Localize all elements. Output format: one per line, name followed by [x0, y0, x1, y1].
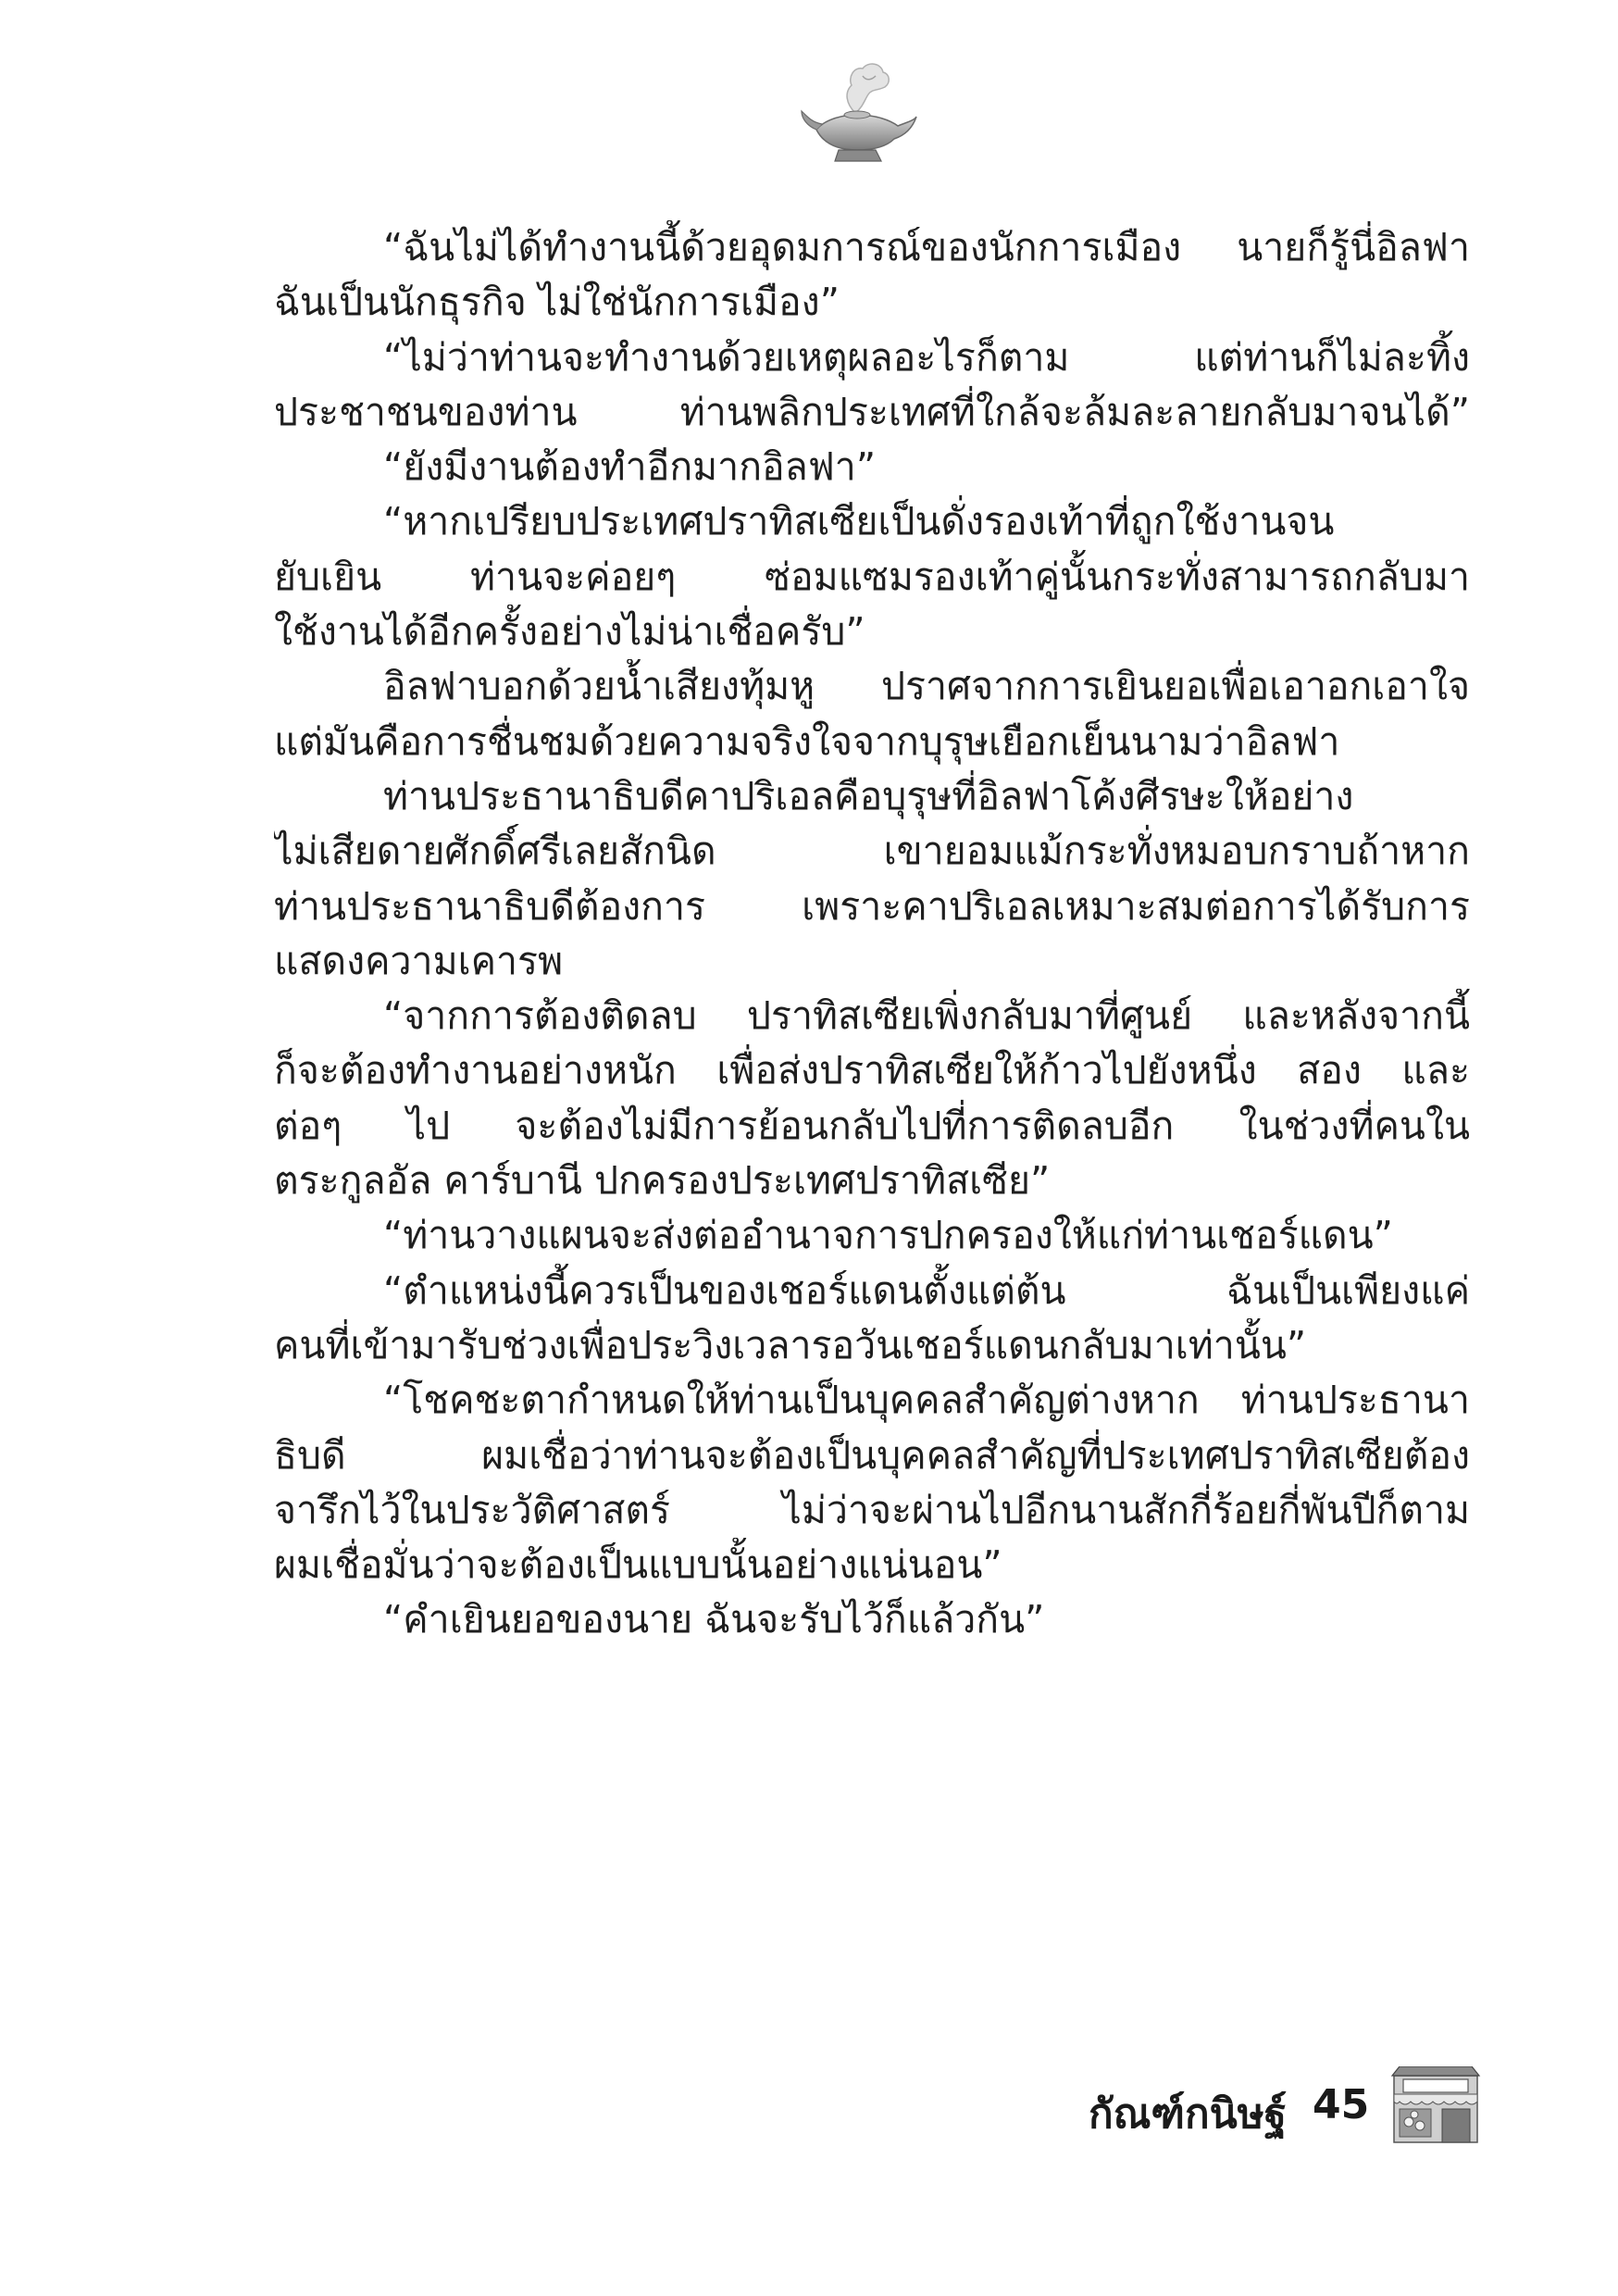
text-line: ท่านประธานาธิบดีต้องการ เพราะคาปริเอลเหมาะสมต่อการได้รับการ [274, 883, 1470, 929]
text-line: ต่อๆ ไป จะต้องไม่มีการย้อนกลับไปที่การติดลบอีก ในช่วงที่คนใน [274, 1103, 1470, 1148]
text-line: ใช้งานได้อีกครั้งอย่างไม่น่าเชื่อครับ” [274, 609, 865, 655]
text-line: ธิบดี ผมเชื่อว่าท่านจะต้องเป็นบุคคลสำคัญที่ประเทศปราทิสเซียต้อง [274, 1432, 1470, 1478]
text-line: ไม่เสียดายศักดิ์ศรีเลยสักนิด เขายอมแม้กระทั่งหมอบกราบถ้าหาก [274, 829, 1470, 874]
text-line: อิลฟาบอกด้วยน้ำเสียงทุ้มหู ปราศจากการเยินยอเพื่อเอาอกเอาใจ [383, 664, 1470, 709]
text-line: ท่านประธานาธิบดีคาปริเอลคือบุรุษที่อิลฟาโค้งศีรษะให้อย่าง [383, 773, 1354, 818]
footer-author: กัณฑ์กนิษฐ์ [1089, 2090, 1287, 2138]
text-line: แสดงความเคารพ [274, 938, 564, 983]
text-line: ตระกูลอัล คาร์บานี ปกครองประเทศปราทิสเซีย” [274, 1158, 1051, 1204]
text-line: “ฉันไม่ได้ทำงานนี้ด้วยอุดมการณ์ของนักการเมือง นายก็รู้นี่อิลฟา [383, 225, 1470, 269]
text-line: “ตำแหน่งนี้ควรเป็นของเชอร์แดนตั้งแต่ต้น ฉันเป็นเพียงแค่ [383, 1267, 1470, 1313]
genie-lamp-icon [798, 57, 918, 168]
text-line: “ไม่ว่าท่านจะทำงานด้วยเหตุผลอะไรก็ตาม แต่ท่านก็ไม่ละทิ้ง [383, 334, 1470, 380]
text-line: ยับเยิน ท่านจะค่อยๆ ซ่อมแซมรองเท้าคู่นั้นกระทั่งสามารถกลับมา [274, 554, 1470, 599]
body-text [274, 220, 1470, 1648]
text-line: “โชคชะตากำหนดให้ท่านเป็นบุคคลสำคัญต่างหาก ท่านประธานา [383, 1378, 1470, 1423]
flower-shop-icon [1390, 2066, 1481, 2144]
text-line: ก็จะต้องทำงานอย่างหนัก เพื่อส่งปราทิสเซียให้ก้าวไปยังหนึ่ง สอง และ [274, 1048, 1470, 1093]
text-line: “ยังมีงานต้องทำอีกมากอิลฟา” [383, 444, 877, 490]
page-number: 45 [1313, 2081, 1370, 2128]
text-line: ประชาชนของท่าน ท่านพลิกประเทศที่ใกล้จะล้มละลายกลับมาจนได้” [274, 389, 1470, 434]
text-line: “หากเปรียบประเทศปราทิสเซียเป็นดั่งรองเท้าที่ถูกใช้งานจน [383, 499, 1335, 544]
text-line: ฉันเป็นนักธุรกิจ ไม่ใช่นักการเมือง” [274, 280, 840, 325]
text-line: ผมเชื่อมั่นว่าจะต้องเป็นแบบนั้นอย่างแน่นอน” [274, 1542, 1002, 1588]
text-line: “คำเยินยอของนาย ฉันจะรับไว้ก็แล้วกัน” [383, 1597, 1045, 1642]
text-line: “ท่านวางแผนจะส่งต่ออำนาจการปกครองให้แก่ท่านเชอร์แดน” [383, 1213, 1393, 1258]
text-line: “จากการต้องติดลบ ปราทิสเซียเพิ่งกลับมาที่ศูนย์ และหลังจากนี้ [383, 993, 1470, 1039]
text-line: คนที่เข้ามารับช่วงเพื่อประวิงเวลารอวันเชอร์แดนกลับมาเท่านั้น” [274, 1322, 1307, 1367]
text-line: จารึกไว้ในประวัติศาสตร์ ไม่ว่าจะผ่านไปอีกนานสักกี่ร้อยกี่พันปีก็ตาม [274, 1487, 1470, 1532]
text-line: แต่มันคือการชื่นชมด้วยความจริงใจจากบุรุษเยือกเย็นนามว่าอิลฟา [274, 718, 1340, 764]
